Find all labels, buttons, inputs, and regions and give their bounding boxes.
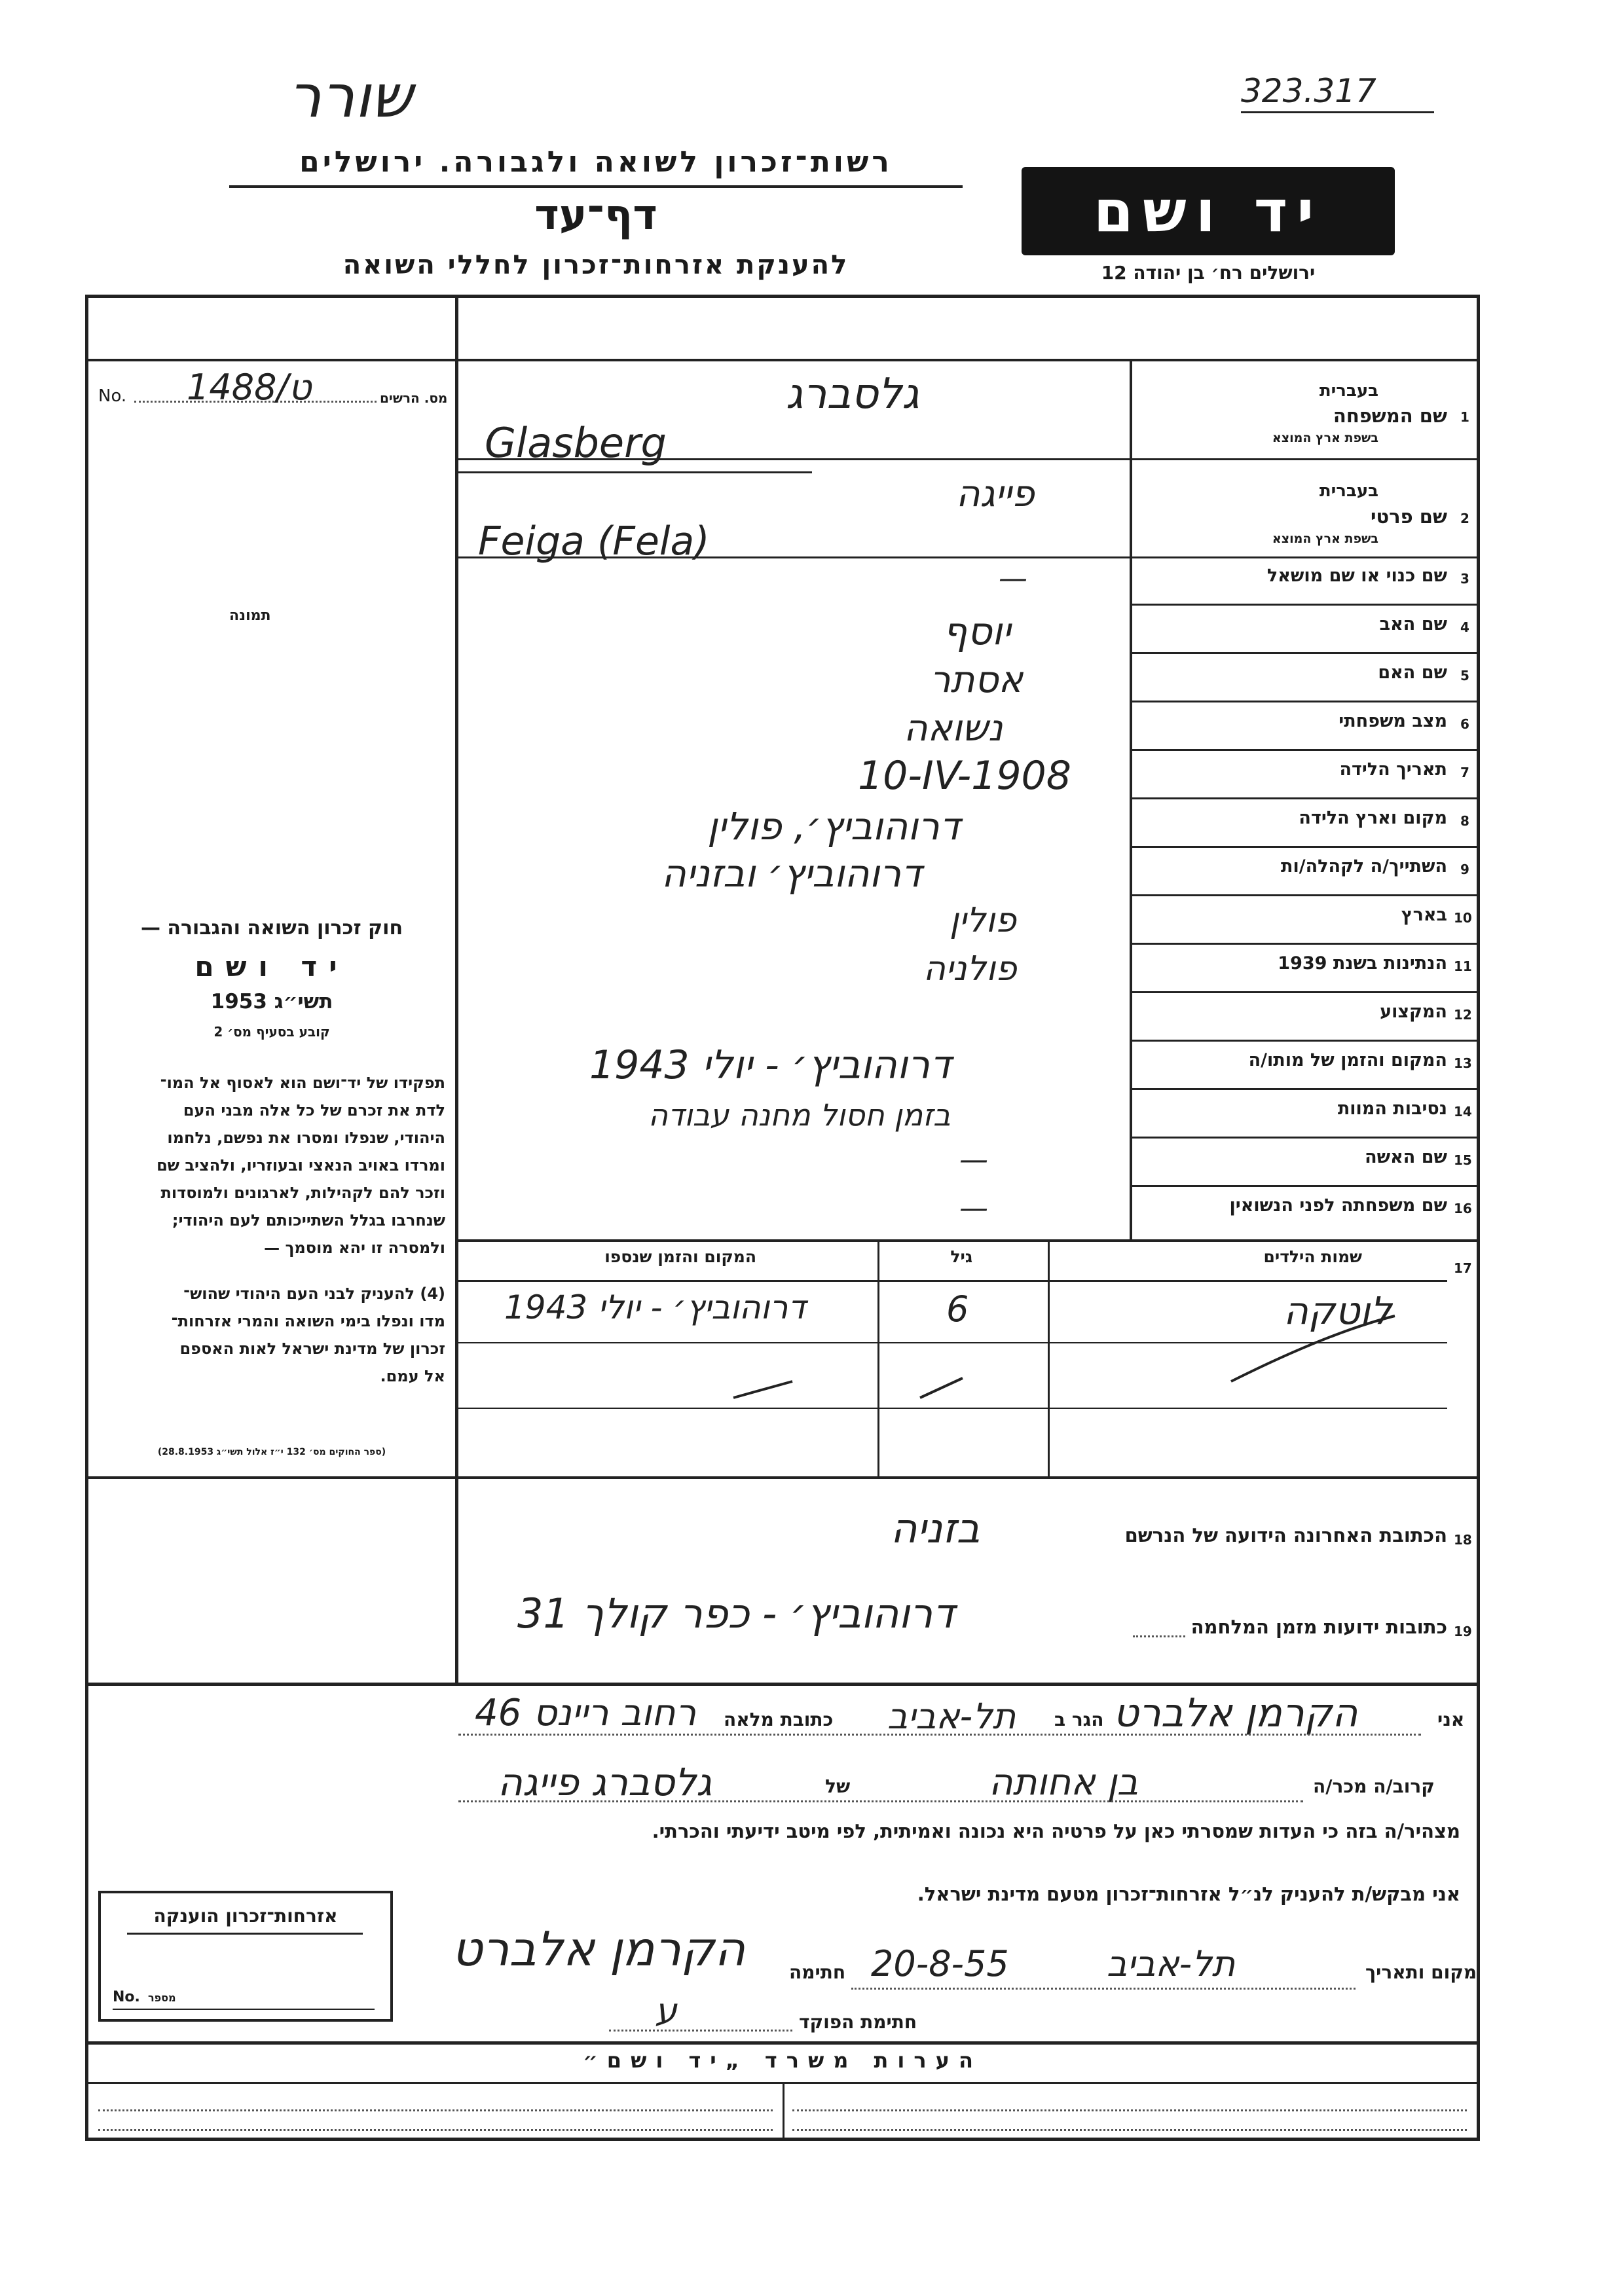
field-16-value: —	[959, 1192, 988, 1225]
notes-divider	[85, 2041, 1480, 2045]
decl-place: תל-אביב	[1107, 1943, 1236, 1984]
field-1-num: 1	[1460, 409, 1469, 425]
field-8-value: דרוהוביץ׳, פולין	[707, 804, 961, 848]
decl-addr-label: כתובת מלאה	[724, 1709, 834, 1730]
row-sep-8	[1132, 846, 1480, 848]
decl-divider	[85, 1683, 1480, 1686]
decl-dots-2	[458, 1800, 1303, 1802]
decl-date: 20-8-55	[871, 1943, 1009, 1984]
form-subtitle: להענקת אזרחות־זכרון לחללי השואה	[342, 250, 849, 280]
row-sep-15	[1132, 1185, 1480, 1187]
children-num: 17	[1454, 1260, 1472, 1276]
law-text-10: זכרון של מדינת ישראל לאות האספם	[179, 1339, 445, 1358]
decl-officer-signature: ע	[655, 1990, 677, 2032]
field-7-label: תאריך הלידה	[1339, 759, 1447, 780]
field-5-num: 5	[1460, 668, 1469, 683]
field-2-sub-orig: בשפת ארץ המוצא	[1272, 532, 1378, 546]
field-4-label: שם האב	[1379, 614, 1447, 634]
reg-label: מס. הרשים	[380, 390, 448, 406]
reg-number: ט/1488	[187, 367, 312, 408]
row-sep-4	[1132, 652, 1480, 654]
field-7-num: 7	[1460, 765, 1469, 780]
field-16-label: שם משפחתה לפני הנשואין	[1229, 1195, 1447, 1216]
form-title: דף־עד	[534, 191, 657, 240]
field-10-num: 10	[1454, 910, 1472, 926]
children-col-age: גיל	[950, 1247, 972, 1266]
field-14-num: 14	[1454, 1104, 1472, 1120]
field-7-value: 10-IV-1908	[858, 753, 1071, 799]
law-reference: (ספר החוקים מס׳ 132 י״ז אלול תשי״ג 28.8.1953)	[157, 1447, 386, 1457]
field-15-num: 15	[1454, 1152, 1472, 1168]
field-6-value: נשואה	[904, 707, 1003, 750]
field-4-value: יוסף	[943, 609, 1011, 653]
authority-line: רשות־זכרון לשואה ולגבורה. ירושלים	[299, 145, 893, 179]
logo-address: ירושלים רח׳ בן יהודה 12	[1101, 262, 1316, 283]
decl-place-date-label: מקום ותאריך	[1365, 1961, 1477, 1983]
law-text-5: וזכר להם לקהילות, לארגונים ולמוסדות	[160, 1184, 445, 1202]
law-text-1: תפקידו של יד־ושם הוא לאסוף אל המו־	[160, 1074, 445, 1092]
decl-of: של	[825, 1776, 851, 1797]
children-divider-top	[458, 1239, 1480, 1242]
decl-relation: בן אחותה	[989, 1761, 1139, 1804]
field-12-label: המקצוע	[1380, 1002, 1447, 1022]
notes-title: הערות משרד „יד ושם״	[583, 2048, 982, 2073]
notes-col-sep	[783, 2083, 784, 2141]
field-1-value-orig: Glasberg	[485, 419, 667, 467]
authority-underline	[229, 185, 963, 188]
field-18-num: 18	[1454, 1532, 1472, 1548]
field-2-label: שם פרטי	[1370, 505, 1447, 528]
row-sep-5	[1132, 701, 1480, 702]
law-text-4: ומרדו באויב הנאצי ובעוזריו, ולהציב שם	[157, 1156, 445, 1175]
strike-line	[733, 1381, 792, 1398]
field-2-num: 2	[1460, 511, 1469, 526]
decl-signature: הקרמן אלברט	[452, 1922, 746, 1977]
field-18-value: בזניה	[891, 1504, 980, 1552]
field-2-sub-he: בעברית	[1319, 481, 1378, 501]
decl-statement: מצהיר/ה בזה כי העדות שמסרתי כאן על פרטיה היא נכונה ואמיתית, לפי מיטב ידיעתי והכרתי.	[652, 1820, 1460, 1842]
field-19-num: 19	[1454, 1624, 1472, 1639]
decl-address: רחוב ריינס 46	[475, 1692, 697, 1734]
field-19-label: כתובות ידועות מזמן המלחמה	[1190, 1616, 1447, 1638]
field-10-value: פולין	[950, 901, 1016, 940]
decl-dots-1	[458, 1734, 1421, 1736]
law-text-11: אל עמם.	[380, 1367, 445, 1385]
field-13-value: דרוהוביץ׳ - יולי 1943	[589, 1042, 951, 1088]
field-3-label: שם כנוי או שם מושאל	[1266, 566, 1447, 586]
child-name: לוטקה	[1283, 1288, 1392, 1333]
handwritten-name: שורר	[288, 62, 413, 131]
law-title: חוק זכרון השואה והגבורה —	[140, 917, 403, 939]
field-5-value: אסתר	[930, 659, 1024, 701]
field-14-label: נסיבות המוות	[1337, 1099, 1447, 1119]
child-age: 6	[946, 1288, 969, 1330]
row-sep-11	[1132, 991, 1480, 993]
notes-line-1	[98, 2109, 773, 2111]
children-strike-marks	[458, 1283, 1447, 1476]
field-9-label: השתייך/ה לקהלה/ות	[1281, 856, 1447, 877]
field-11-value: פולניה	[923, 949, 1017, 989]
field-1-value-he: גלסברג	[786, 370, 919, 418]
field-4-num: 4	[1460, 619, 1469, 635]
field-8-num: 8	[1460, 813, 1469, 829]
field-6-label: מצב משפחתי	[1338, 711, 1447, 731]
law-text-8: (4) להעניק לבני העם היהודי שהוש־	[183, 1285, 445, 1303]
field-9-value: דרוהוביץ׳ ובזניה	[661, 851, 922, 896]
field-11-label: הנתינות בשנת 1939	[1278, 953, 1447, 974]
children-divider-bottom	[85, 1476, 1480, 1479]
law-text-9: מדו ונפלו בימי השואה והמרי אזרחות־	[171, 1312, 445, 1330]
law-text-3: היהודי, שנפלו ומסרו את נפשם, נלחמו	[167, 1129, 445, 1147]
field-6-num: 6	[1460, 716, 1469, 732]
law-clause: קובע בסעיף מס׳ 2	[213, 1024, 330, 1040]
law-name: יד ושם	[194, 951, 349, 983]
field-1-sub-he: בעברית	[1319, 381, 1378, 401]
field-2-value-orig: Feiga (Fela)	[478, 519, 710, 564]
decl-request: אני מבקש/ת להעניק לנ״ל אזרחות־זכרון מטעם מדינת ישראל.	[917, 1883, 1460, 1905]
cert-title-underline	[127, 1933, 363, 1935]
decl-of-name: גלסברג פייגה	[498, 1760, 712, 1804]
field-8-label: מקום וארץ הלידה	[1299, 808, 1447, 828]
decl-relative-label: קרוב/ה מכר/ה	[1313, 1776, 1435, 1797]
field-1-underline	[458, 471, 812, 473]
decl-dots-4	[609, 2030, 792, 2032]
header-row-divider	[85, 359, 1480, 361]
field-12-num: 12	[1454, 1007, 1472, 1023]
cert-no-label: No.	[113, 1989, 140, 2005]
field-13-label: המקום והזמן של מותו/ה	[1248, 1050, 1447, 1070]
row-sep-9	[1132, 894, 1480, 896]
children-col-names: שמות הילדים	[1263, 1247, 1362, 1266]
archive-underline	[1241, 111, 1434, 113]
row-sep-13	[1132, 1088, 1480, 1090]
field-10-label: בארץ	[1401, 905, 1447, 925]
yad-vashem-logo: יד ושם	[1022, 167, 1395, 255]
field-1-label: שם המשפחה	[1333, 405, 1447, 427]
decl-lives-in: הגר ב	[1054, 1709, 1104, 1730]
field-3-num: 3	[1460, 571, 1469, 587]
decl-officer-label: חתימת הפוקד	[799, 2011, 917, 2033]
decl-signature-label: חתימה	[789, 1961, 846, 1983]
field-19-value: דרוהוביץ׳ - כפר קולך 31	[517, 1590, 955, 1637]
cert-number-label: מספר	[148, 1992, 176, 2004]
decl-dots-3	[851, 1988, 1356, 1990]
law-text-2: לדת את זכרם של כל אלה מבני העם	[183, 1101, 445, 1120]
field-5-label: שם האם	[1378, 663, 1447, 683]
strike-line	[1231, 1316, 1395, 1381]
strike-line	[920, 1378, 963, 1398]
row-sep-7	[1132, 797, 1480, 799]
row-sep-14	[1132, 1137, 1480, 1139]
field-15-value: —	[959, 1143, 988, 1176]
field-14-value: בזמן חסול מחנה עבודה	[648, 1097, 951, 1133]
children-col-place: המקום והזמן שנספו	[604, 1247, 756, 1266]
notes-line-2	[792, 2109, 1467, 2111]
decl-ani: אני	[1437, 1709, 1465, 1730]
field-1-sub-orig: בשפת ארץ המוצא	[1272, 431, 1378, 445]
archive-number: 323.317	[1241, 72, 1376, 110]
row-sep-10	[1132, 943, 1480, 945]
law-text-7: ולמסרה זו יהא מוסמך —	[264, 1239, 445, 1257]
field-2-value-he: פייגה	[956, 473, 1035, 515]
law-year: תשי״ג 1953	[210, 990, 333, 1013]
field-16-num: 16	[1454, 1201, 1472, 1216]
notes-line-4	[792, 2129, 1467, 2131]
law-text-6: שנחרבו בגלל השתייכותם לעם היהודי;	[172, 1211, 445, 1230]
field-9-num: 9	[1460, 862, 1469, 877]
children-header-sep	[458, 1280, 1447, 1282]
row-sep-3	[1132, 604, 1480, 606]
field-19-dots	[1133, 1635, 1185, 1637]
field-18-label: הכתובת האחרונה הידועה של הנרשם	[1124, 1524, 1447, 1546]
declarant-name: הקרמן אלברט	[1113, 1690, 1358, 1736]
certificate-box	[98, 1891, 393, 2022]
field-13-num: 13	[1454, 1055, 1472, 1071]
decl-city: תל-אביב	[887, 1696, 1016, 1737]
row-sep-6	[1132, 749, 1480, 751]
field-15-label: שם האשה	[1365, 1147, 1447, 1167]
row-sep-12	[1132, 1040, 1480, 1042]
cert-title: אזרחות־זכרון הוענקה	[153, 1905, 338, 1927]
no-label: No.	[98, 386, 127, 406]
field-3-value: —	[999, 562, 1027, 595]
child-place: דרוהוביץ׳ - יולי 1943	[504, 1288, 806, 1326]
cert-number-line	[113, 2009, 375, 2010]
photo-label: תמונה	[229, 608, 271, 624]
field-11-num: 11	[1454, 958, 1472, 974]
notes-line-3	[98, 2129, 773, 2131]
